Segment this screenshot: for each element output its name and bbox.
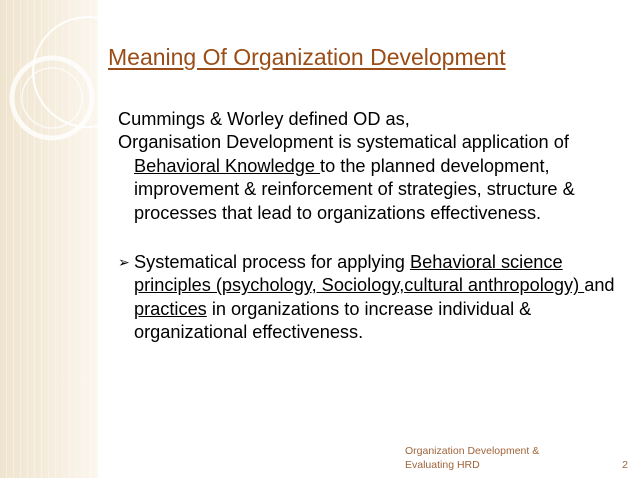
decorative-circles xyxy=(0,0,130,160)
definition-text-before: Organisation Development is systematical application of xyxy=(118,132,569,153)
bullet-text-middle: and xyxy=(584,275,615,296)
footer-line-2: Evaluating HRD xyxy=(405,459,480,471)
arrow-bullet-icon: ➢ xyxy=(118,254,130,271)
bullet-text xyxy=(134,251,623,345)
bullet-item xyxy=(118,251,623,345)
practices-link[interactable]: practices xyxy=(134,298,207,319)
behavioral-knowledge-link[interactable]: Behavioral Knowledge xyxy=(134,155,321,176)
slide-footer xyxy=(405,444,539,472)
bullet-text-before: Systematical process for applying xyxy=(134,252,410,273)
footer-line-1: Organization Development & xyxy=(405,445,540,457)
definition-paragraph xyxy=(118,131,623,225)
definition-text-after: to the planned development, improvement & reinforcement of strategies, structure & processes that lead to organizations effectiveness. xyxy=(134,155,575,223)
page-number: 2 xyxy=(622,459,628,471)
behavioral-science-link[interactable]: Behavioral science principles (psychology, Sociology,cultural anthropology) xyxy=(134,252,585,296)
slide-body xyxy=(118,108,623,345)
bullet-text-after: in organizations to increase individual & organizational effectiveness. xyxy=(134,298,532,343)
intro-text: Cummings & Worley defined OD as, xyxy=(118,109,410,129)
slide-title: Meaning Of Organization Development xyxy=(108,44,506,70)
